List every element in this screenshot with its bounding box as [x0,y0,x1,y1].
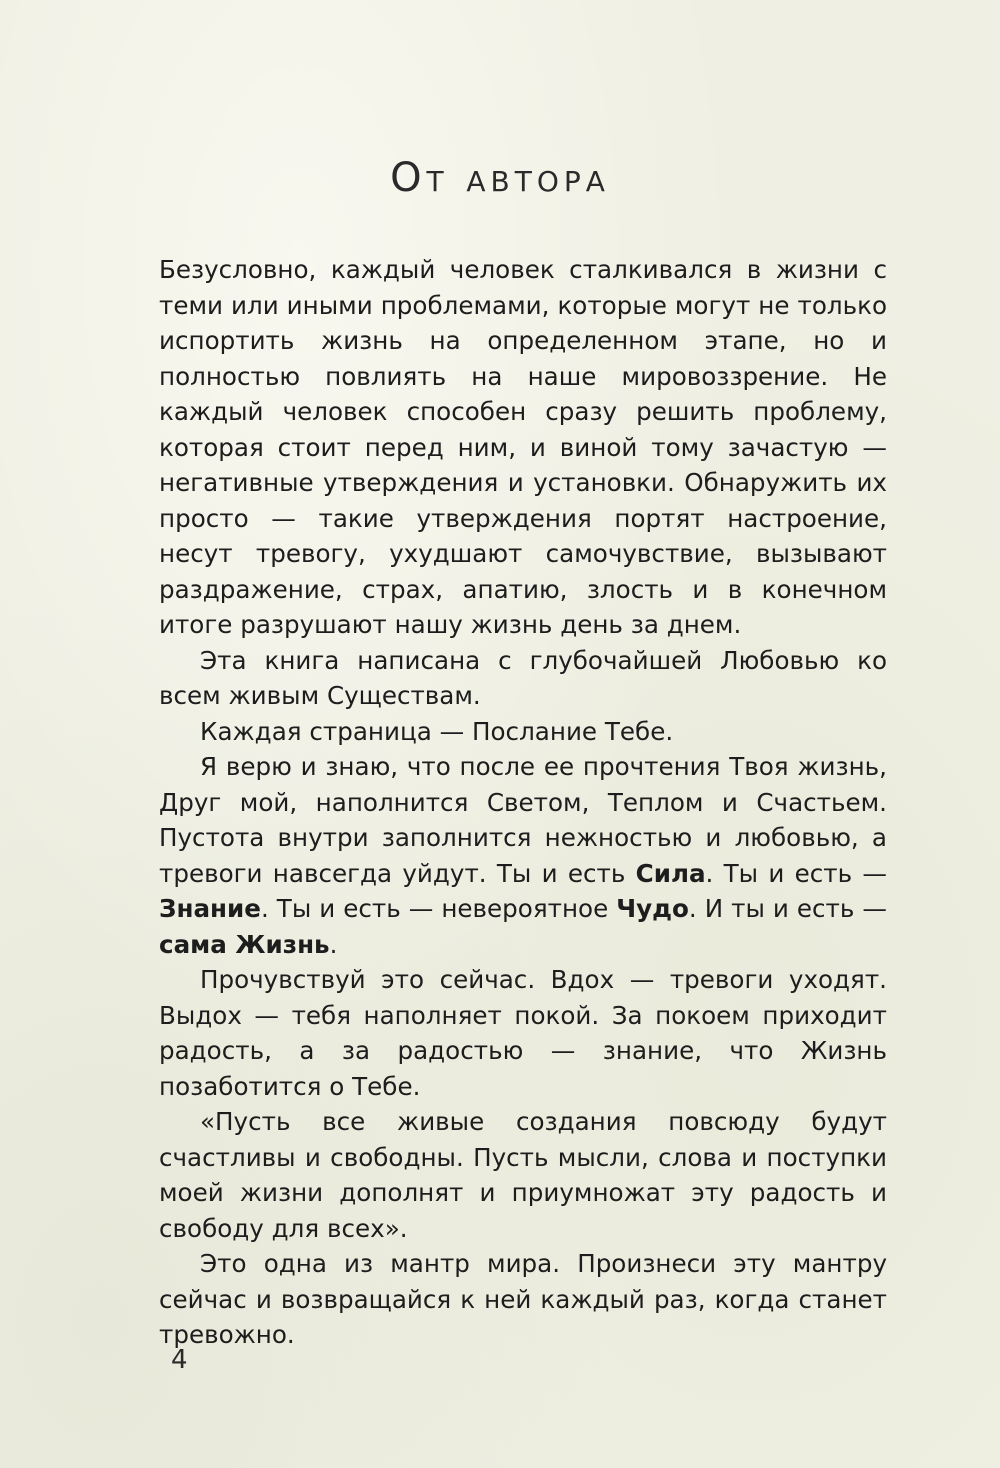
paragraph-mantra-instruction: Это одна из мантр мира. Произнеси эту мантру сейчас и возвращайся к ней каждый раз, когда станет тревожно. [159,1249,887,1349]
belief-text-2: . Ты и есть — [705,858,887,888]
paragraph-book-dedication: Эта книга написана с глубочайшей Любовью ко всем живым Существам. [159,645,887,710]
bold-word-strength: Сила [635,858,706,888]
page-title: От автора [390,155,610,201]
body-text [159,252,887,1353]
paragraph-mantra-quote: «Пусть все живые создания повсюду будут счастливы и свободны. Пусть мысли, слова и поступки моей жизни дополнят и приумножат эту радость и свободу для всех». [159,1107,887,1243]
paragraph-belief [159,749,887,962]
bold-word-miracle: Чудо [616,894,689,923]
belief-text-4: . И ты и есть — [688,894,887,923]
belief-text-3: . Ты и есть — невероятное [260,894,617,923]
belief-text-5: . [329,929,338,959]
bold-word-life-itself: сама Жизнь [159,929,330,959]
paragraph-intro: Безусловно, каждый человек сталкивался в жизни с теми или иными проблемами, которые могут не только испортить жизнь на определенном этапе, но и полностью повлиять на наше мировоззрение. Не каждый человек способен сразу решить проблему, которая стоит перед ним, и виной тому зачастую — негативные утверждения и установки. Обнаружить их просто — такие утверждения портят настроение, несут тревогу, ухудшают самочувствие, вызывают раздражение, страх, апатию, злость и в конечном итоге разрушают нашу жизнь день за днем. [159,255,887,639]
belief-text-1: Я верю и знаю, что после ее прочтения Твоя жизнь, Друг мой, наполнится Светом, Теплом и Счастьем. Пустота внутри заполнится нежностью и любовью, а тревоги навсегда уйдут. Ты и есть [159,752,887,888]
page-number: 4 [171,1345,188,1375]
bold-word-knowledge: Знание [159,894,261,923]
paragraph-message: Каждая страница — Послание Тебе. [200,716,674,746]
paragraph-breathing: Прочувствуй это сейчас. Вдох — тревоги уходят. Выдох — тебя наполняет покой. За покоем приходит радость, а за радостью — знание, что Жизнь позаботится о Тебе. [159,965,887,1101]
